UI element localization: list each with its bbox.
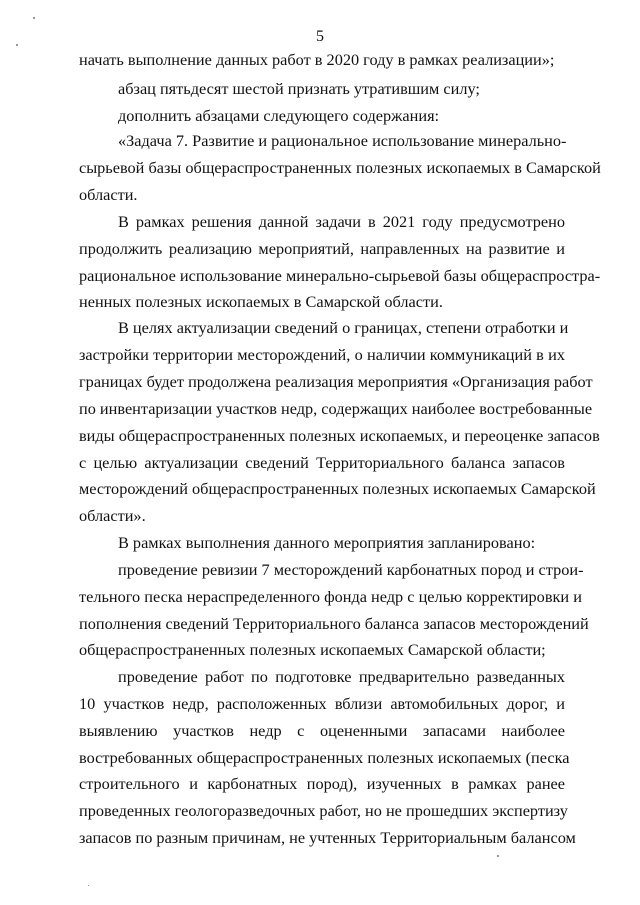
text-line: общераспространенных полезных ископаемых Самарской области; (79, 640, 546, 659)
scan-speck (33, 17, 35, 19)
text-line: ненных полезных ископаемых в Самарской области. (79, 292, 443, 311)
text-line: по инвентаризации участков недр, содержащих наиболее востребованные (79, 399, 593, 418)
text-line: дополнить абзацами следующего содержания: (118, 106, 440, 125)
text-line: области. (79, 185, 138, 204)
text-line: выявлению участков недр с оцененными запасами наиболее (79, 721, 565, 740)
text-line: пополнения сведений Территориального баланса запасов месторождений (79, 614, 589, 633)
scan-speck (88, 885, 89, 886)
text-line: с целью актуализации сведений Территориального баланса запасов (79, 453, 565, 472)
text-line: В рамках выполнения данного мероприятия запланировано: (118, 533, 536, 552)
text-line: В целях актуализации сведений о границах, степени отработки и (118, 318, 569, 337)
text-line: проведение работ по подготовке предварительно разведанных (118, 667, 565, 686)
text-line: абзац пятьдесят шестой признать утратившим силу; (118, 79, 480, 98)
text-line: области». (79, 506, 146, 525)
text-line: месторождений общераспространенных полезных ископаемых Самарской (79, 479, 596, 498)
text-line: востребованных общераспространенных полезных ископаемых (песка (79, 748, 570, 767)
text-line: проведенных геологоразведочных работ, но не прошедших экспертизу (79, 801, 568, 820)
page-number: 5 (316, 28, 324, 45)
text-line: сырьевой базы общераспространенных полезных ископаемых в Самарской (79, 158, 601, 177)
text-line: тельного песка нераспределенного фонда недр с целью корректировки и (79, 587, 582, 606)
scan-speck (16, 44, 18, 46)
text-line: границах будет продолжена реализация мероприятия «Организация работ (79, 372, 593, 391)
text-line: виды общераспространенных полезных ископаемых, и переоценке запасов (79, 426, 600, 445)
text-line: запасов по разным причинам, не учтенных Территориальным балансом (79, 828, 576, 847)
text-line: строительного и карбонатных пород), изученных в рамках ранее (79, 774, 565, 793)
text-line: начать выполнение данных работ в 2020 году в рамках реализации»; (79, 50, 555, 69)
scan-speck (497, 855, 499, 857)
text-line: 10 участков недр, расположенных вблизи автомобильных дорог, и (79, 694, 565, 713)
text-line: застройки территории месторождений, о наличии коммуникаций в их (79, 345, 565, 364)
text-line: рациональное использование минерально-сырьевой базы общераспростра- (79, 266, 601, 285)
text-line: продолжить реализацию мероприятий, направленных на развитие и (79, 239, 565, 258)
text-line: В рамках решения данной задачи в 2021 году предусмотрено (118, 212, 565, 231)
text-line: «Задача 7. Развитие и рациональное использование минерально- (118, 131, 567, 150)
text-line: проведение ревизии 7 месторождений карбонатных пород и строи- (118, 560, 584, 579)
